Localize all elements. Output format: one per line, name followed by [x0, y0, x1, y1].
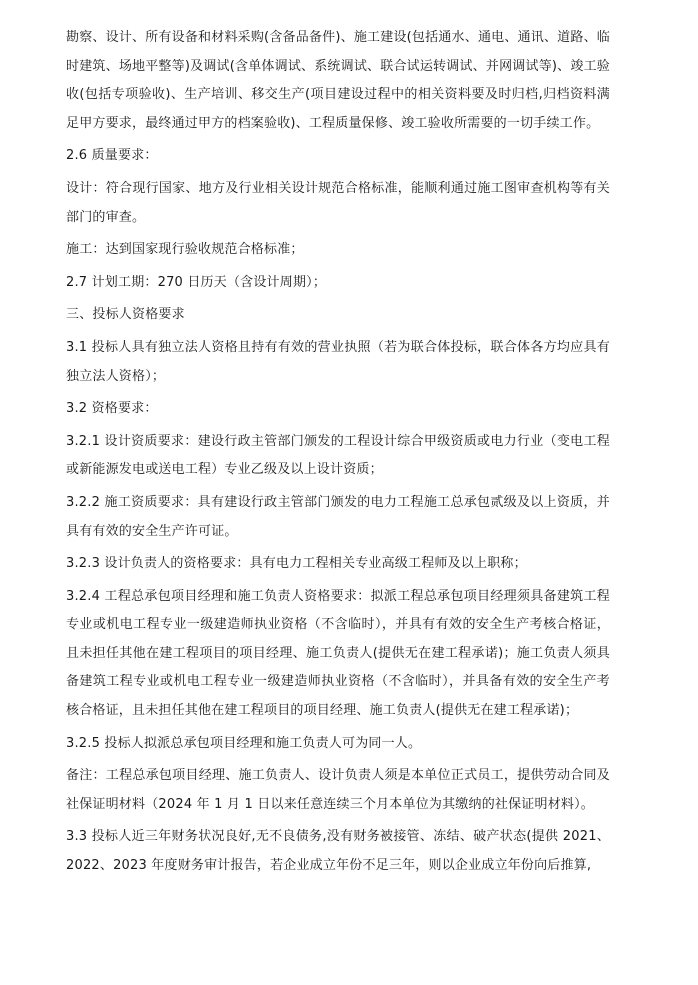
clause-3-1: 3.1 投标人具有独立法人资格且持有有效的营业执照（若为联合体投标，联合体各方均应具有独立法人资格）； [66, 339, 610, 384]
clause-3-2-1: 3.2.1 设计资质要求：建设行政主管部门颁发的工程设计综合甲级资质或电力行业（变电工程或新能源发电或送电工程）专业乙级及以上设计资质； [66, 433, 610, 478]
remark-paragraph: 备注：工程总承包项目经理、施工负责人、设计负责人须是本单位正式员工，提供劳动合同及社保证明材料（2024 年 1 月 1 日以来任意连续三个月本单位为其缴纳的社保证明材料）。 [66, 768, 610, 812]
clause-3-2-5: 3.2.5 投标人拟派总承包项目经理和施工负责人可为同一人。 [66, 735, 422, 751]
quality-heading: 2.6 质量要求： [66, 148, 158, 164]
clause-3-2: 3.2 资格要求： [66, 401, 158, 417]
section-heading-qualification: 三、投标人资格要求 [66, 307, 185, 323]
clause-3-2-2: 3.2.2 施工资质要求：具有建设行政主管部门颁发的电力工程施工总承包贰级及以上资质，并具有有效的安全生产许可证。 [66, 494, 610, 539]
clause-3-3: 3.3 投标人近三年财务状况良好,无不良债务,没有财务被接管、冻结、破产状态(提供 2021、2022、2023 年度财务审计报告，若企业成立年份不足三年，则以企业成立年份向后推算, [66, 829, 610, 874]
design-quality-paragraph: 设计：符合现行国家、地方及行业相关设计规范合格标准，能顺利通过施工图审查机构等有关部门的审查。 [66, 180, 610, 225]
clause-3-2-3: 3.2.3 设计负责人的资格要求：具有电力工程相关专业高级工程师及以上职称； [66, 556, 527, 572]
scope-paragraph: 勘察、设计、所有设备和材料采购(含备品备件)、施工建设(包括通水、通电、通讯、道路、临时建筑、场地平整等)及调试(含单体调试、系统调试、联合试运转调试、并网调试等)、竣工验收(包括专项验收)、生产培训、移交生产(项目建设过程中的相关资料要及时归档,归档资料满足甲方要求，最终通过甲方的档案验收)、工程质量保修、竣工验收所需要的一切手续工作。 [66, 30, 610, 131]
schedule-paragraph: 2.7 计划工期：270 日历天（含设计周期）； [66, 274, 327, 290]
clause-3-2-4: 3.2.4 工程总承包项目经理和施工负责人资格要求：拟派工程总承包项目经理须具备建筑工程专业或机电工程专业一级建造师执业资格（不含临时），并具有有效的安全生产考核合格证，且未担任其他在建工程项目的项目经理、施工负责人(提供无在建工程承诺)；施工负责人须具备建筑工程专业或机电工程专业一级建造师执业资格（不含临时），并具备有效的安全生产考核合格证，且未担任其他在建工程项目的项目经理、施工负责人(提供无在建工程承诺)； [66, 588, 610, 719]
construction-quality-paragraph: 施工：达到国家现行验收规范合格标准； [66, 242, 304, 258]
